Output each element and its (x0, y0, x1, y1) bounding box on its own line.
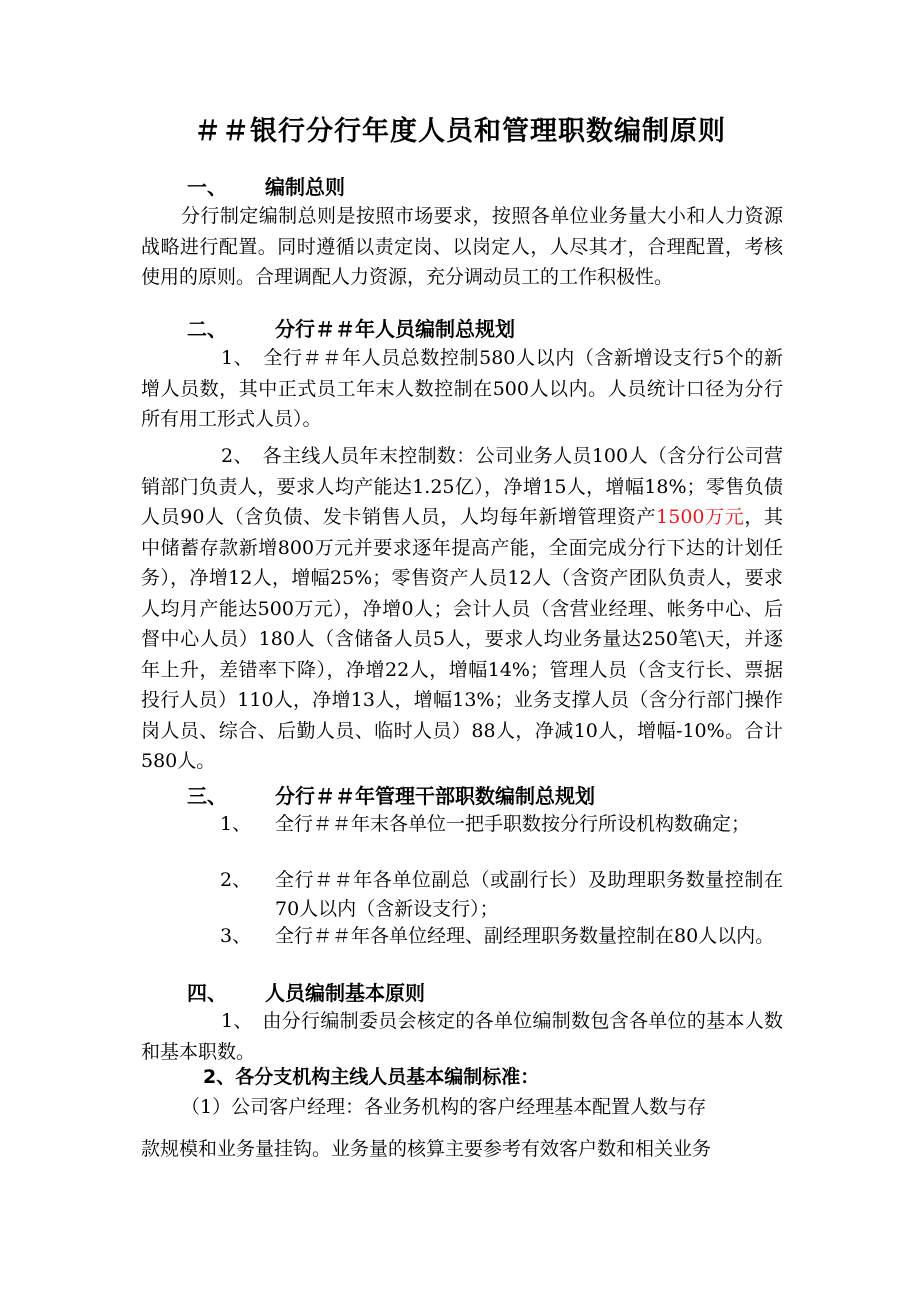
section-4-number: 四、 (187, 981, 227, 1005)
list-item-text: 全行＃＃年各单位副总（或副行长）及助理职务数量控制在70人以内（含新设支行）； (275, 869, 783, 920)
section-4-subheading: 2、各分支机构主线人员基本编制标准： (203, 1066, 540, 1088)
list-item (220, 866, 783, 924)
list-item-number: 1、 (220, 813, 252, 835)
section-2-paragraph-2-part-b: ，其中储蓄存款新增800万元并要求逐年提高产能，全面完成分行下达的计划任务），净增12人，增幅25%；零售资产人员12人（含资产团队负责人，要求人均月产能达500万元），净增0人；会计人员（含营业经理、帐务中心、后督中心人员）180人（含储备人员5人，要求人均业务量达250笔\天，并逐年上升，差错率下降），净增22人，增幅14%；管理人员（含支行长、票据投行人员）110人，净增13人，增幅13%；业务支撑人员（含分行部门操作岗人员、综合、后勤人员、临时人员）88人，净减10人，增幅-10%。合计580人。 (141, 506, 783, 772)
section-2-title: 分行＃＃年人员编制总规划 (275, 317, 515, 341)
list-item-number: 3、 (220, 925, 252, 947)
list-item-number: 2、 (220, 869, 252, 891)
section-2-number: 二、 (187, 317, 227, 341)
list-item (220, 810, 783, 839)
section-2-paragraph-2-part-a: 2、 各主线人员年末控制数：公司业务人员100人（含分行公司营销部门负责人，要求人均产能达1.25亿），净增15人，增幅18%；零售负债人员90人（含负债、发卡销售人员，人均每年新增管理资产 (141, 445, 783, 528)
section-4-heading (187, 978, 425, 1008)
highlighted-amount: 1500万元 (656, 506, 745, 528)
list-item (220, 922, 783, 951)
section-3-number: 三、 (187, 784, 227, 808)
section-4-paragraph-1: 1、 由分行编制委员会核定的各单位编制数包含各单位的基本人数和基本职数。 (141, 1010, 783, 1063)
section-1-title: 编制总则 (265, 175, 345, 199)
section-3-heading (187, 781, 595, 811)
document-title: ＃＃银行分行年度人员和管理职数编制原则 (194, 116, 726, 147)
list-item-text: 全行＃＃年各单位经理、副经理职务数量控制在80人以内。 (275, 925, 775, 947)
section-2-heading (187, 314, 515, 344)
section-2-paragraph-1: 1、 全行＃＃年人员总数控制580人以内（含新增设支行5个的新增人员数，其中正式员工年末人数控制在500人以内。人员统计口径为分行所有用工形式人员）。 (141, 347, 783, 430)
section-3-title: 分行＃＃年管理干部职数编制总规划 (275, 784, 595, 808)
section-1-number: 一、 (187, 175, 227, 199)
section-1-heading (187, 172, 345, 202)
section-4-paragraph-2-line-1: （1）公司客户经理：各业务机构的客户经理基本配置人数与存 (181, 1096, 707, 1118)
list-item-text: 全行＃＃年末各单位一把手职数按分行所设机构数确定； (275, 813, 751, 835)
section-2-paragraph-2 (141, 441, 783, 777)
section-4-title: 人员编制基本原则 (265, 981, 425, 1005)
section-1-paragraph: 分行制定编制总则是按照市场要求，按照各单位业务量大小和人力资源战略进行配置。同时遵循以责定岗、以岗定人，人尽其才，合理配置，考核使用的原则。合理调配人力资源，充分调动员工的工作积极性。 (141, 205, 783, 288)
section-4-paragraph-2-line-2: 款规模和业务量挂钩。业务量的核算主要参考有效客户数和相关业务 (141, 1138, 712, 1160)
